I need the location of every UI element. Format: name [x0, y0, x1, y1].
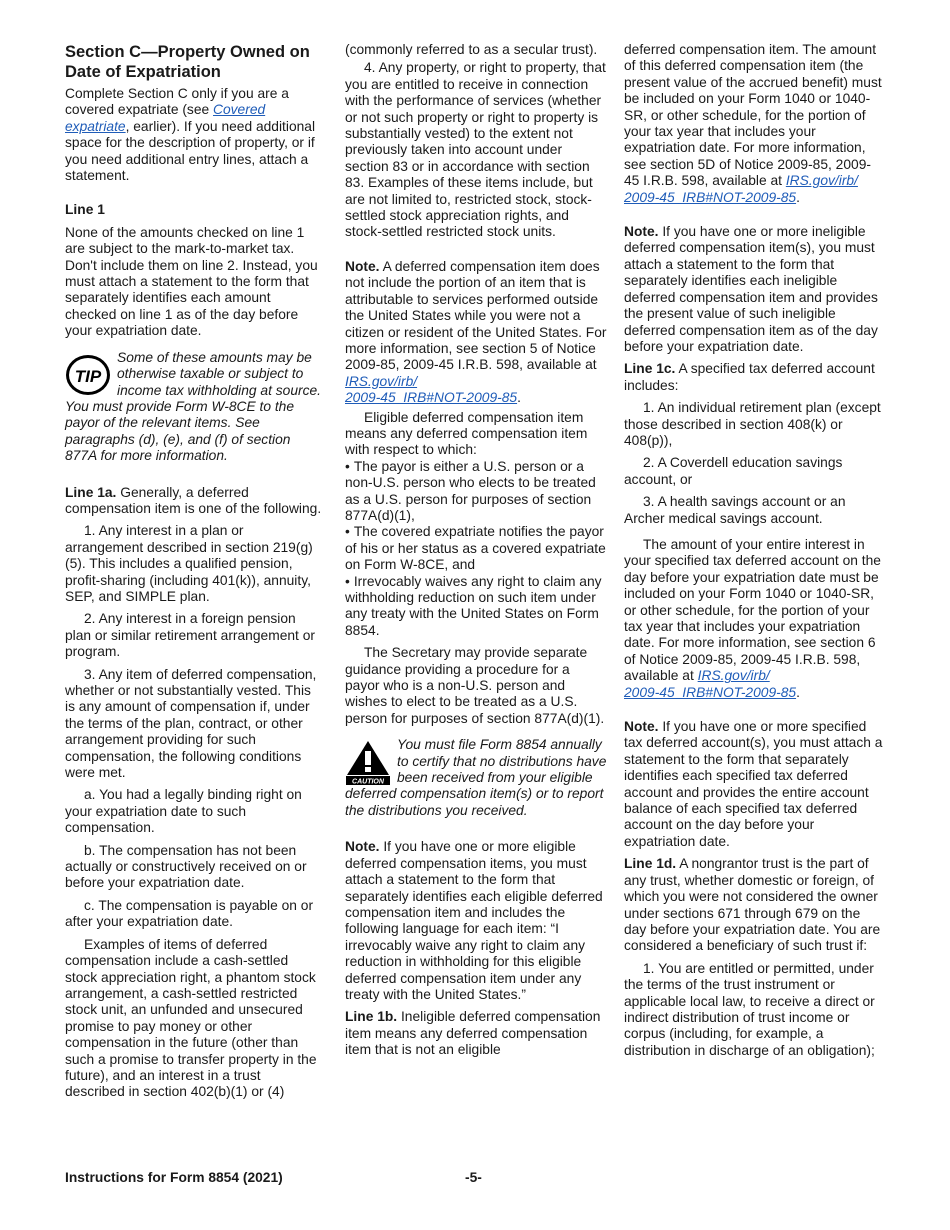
line1a-para: Line 1a. Generally, a deferred compensation item is one of the following. — [65, 484, 322, 516]
column-3 — [624, 42, 886, 1065]
bullet-1: • The payor is either a U.S. person or a non-U.S. person who elects to be treated as a U.S. person for purposes of section 877A(d)(1), — [345, 459, 607, 525]
irs-link-6[interactable]: 2009-45_IRB#NOT-2009-85 — [624, 684, 797, 700]
item-c: c. The compensation is payable on or after your expatriation date. — [65, 897, 314, 930]
note-4: Note. If you have one or more specified tax deferred account(s), you must attach a statement to the form that separately identifies each specified tax deferred account and provides the entire account balance of each specified tax deferred account on the day before your expatriation date. — [624, 719, 883, 849]
irs-link-1[interactable]: IRS.gov/irb/ — [345, 373, 418, 389]
item-2: 2. Any interest in a foreign pension plan or similar retirement arrangement or program. — [65, 611, 315, 660]
irs-link-4[interactable]: 2009-45_IRB#NOT-2009-85 — [624, 189, 797, 205]
bullet-3: • Irrevocably waives any right to claim any withholding reduction on such item under any treaty with the United States on Form 8854. — [345, 574, 607, 640]
item-1: 1. Any interest in a plan or arrangement described in section 219(g)(5). This includes a qualified pension, profit-sharing (including 401(k)), annuity, SEP, and SIMPLE plan. — [65, 523, 313, 604]
caution-callout — [345, 737, 607, 819]
item-3: 3. Any item of deferred compensation, whether or not substantially vested. This is any amount of compensation if, under the terms of the plan, contract, or other arrangement providing for such compensation, the following conditions were met. — [65, 666, 317, 781]
secretary-text: The Secretary may provide separate guidance providing a procedure for a payor who is a non-U.S. person and wishes to elect to be treated as a U.S. person for purposes of section 877A(d)(1). — [345, 645, 605, 726]
item-b: b. The compensation has not been actually or constructively received on or before your expatriation date. — [65, 842, 307, 891]
amount-text: The amount of your entire interest in your specified tax deferred account on the day before your expatriation date must be included on your Form 1040 or 1040-SR, or other schedule, for the portion of your tax year that includes your expatriation date. For more information, see section 6 of Notice 2009-85, 2009-45 I.R.B. 598, available at IRS.gov/irb/ 2009-45_IRB#NOT-2009-85. — [624, 536, 881, 700]
col3-continuation: deferred compensation item. The amount of this deferred compensation item (the present value of the accrued benefit) must be included on your Form 1040 or 1040-SR, or other schedule, for the portion of your tax year that includes your expatriation date. For more information, see section 5D of Notice 2009-85, 2009-45 I.R.B. 598, available at IRS.gov/irb/ 2009-45_IRB#NOT-2009-85. — [624, 42, 882, 205]
c-item-2: 2. A Coverdell education savings account, or — [624, 455, 843, 487]
section-title: Section C—Property Owned on Date of Expatriation — [65, 43, 310, 81]
line1d-para: Line 1d. A nongrantor trust is the part of any trust, whether domestic or foreign, of which you were not considered the owner under sections 671 through 679 on the day before your expatriation date. You are considered a beneficiary of such trust if: — [624, 856, 881, 954]
caution-text: You must file Form 8854 annually to certify that no distributions have been received from your eligible deferred compensation item(s) or to report the distributions you received. — [345, 737, 607, 818]
item-4: 4. Any property, or right to property, that you are entitled to receive in connection with the performance of services (whether or not such property or right to property is substantially vested) to the extent not previously taken into account under section 83 or in accordance with section 83. Examples of these items include, but are not limited to, restricted stock, stock-settled stock appreciation rights, and stock-settled restricted stock units. — [345, 60, 606, 240]
page-number: -5- — [465, 1170, 482, 1185]
line1-heading: Line 1 — [65, 202, 105, 218]
tip-callout — [65, 350, 323, 465]
eligible-intro: Eligible deferred compensation item means any deferred compensation item with respect to which: — [345, 409, 588, 458]
item-a: a. You had a legally binding right on your expatriation date to such compensation. — [65, 787, 302, 836]
note-3: Note. If you have one or more ineligible deferred compensation item(s), you must attach a statement to the form that separately identifies each ineligible deferred compensation item and provides the present value of such ineligible deferred compensation item as of the day before your expatriation date. — [624, 224, 878, 354]
column-2 — [345, 42, 607, 1065]
line1b-para: Line 1b. Ineligible deferred compensation item means any deferred compensation item that is not an eligible — [345, 1009, 601, 1058]
c-item-1: 1. An individual retirement plan (except those described in section 408(k) or 408(p)), — [624, 400, 881, 448]
bullet-2: • The covered expatriate notifies the payor of his or her status as a covered expatriate on Form W-8CE, and — [345, 524, 607, 573]
svg-text:TIP: TIP — [74, 366, 102, 386]
note-1: Note. A deferred compensation item does not include the portion of an item that is attributable to services performed outside the United States while you were not a citizen or resident of the United States. For more information, see section 5 of Notice 2009-85, 2009-45 I.R.B. 598, available at IRS.gov/irb/ 2009-45_IRB#NOT-2009-85. — [345, 258, 607, 406]
irs-link-5[interactable]: IRS.gov/irb/ — [697, 668, 770, 684]
examples-text: Examples of items of deferred compensation include a cash-settled stock appreciation right, a phantom stock arrangement, a cash-settled restricted stock unit, an unfunded and unsecured promise to pay money or other compensation in the future (other than such a promise to transfer property in the future), and an interest in a trust described in section 402(b)(1) or (4) — [65, 936, 317, 1100]
c-item-3: 3. A health savings account or an Archer medical savings account. — [624, 494, 846, 526]
svg-text:CAUTION: CAUTION — [352, 778, 384, 786]
line1c-para: Line 1c. A specified tax deferred account includes: — [624, 361, 875, 393]
tip-icon — [65, 352, 111, 398]
column-1 — [65, 42, 323, 1107]
note-2: Note. If you have one or more eligible deferred compensation items, you must attach a statement to the form that separately identifies each eligible deferred compensation item and includes the following language for each item: “I irrevocably waive any right to claim any reduction in withholding for this eligible deferred compensation item under any treaty with the United States.” — [345, 839, 603, 1002]
section-intro: Complete Section C only if you are a covered expatriate (see Covered expatriate, earlier). If you need additional space for the description of property, or if you need additional entry lines, attach a statement. — [65, 86, 316, 184]
line1-text: None of the amounts checked on line 1 are subject to the mark-to-market tax. Don't include them on line 2. Instead, you must attach a statement to the form that separately identifies each amount checked on line 1 as of the day before your expatriation date. — [65, 224, 318, 339]
irs-link-3[interactable]: IRS.gov/irb/ — [785, 173, 858, 189]
caution-icon — [345, 739, 391, 785]
irs-link-2[interactable]: 2009-45_IRB#NOT-2009-85 — [345, 390, 518, 406]
covered-expatriate-link[interactable]: Covered expatriate — [65, 102, 266, 134]
d-item-1: 1. You are entitled or permitted, under the terms of the trust instrument or applicable local law, to receive a direct or indirect distribution of trust income or corpus (including, for example, a distribution in discharge of an obligation); — [624, 960, 875, 1058]
continuation-text: (commonly referred to as a secular trust). — [345, 42, 598, 57]
tip-text: Some of these amounts may be otherwise taxable or subject to income tax withholding at source. You must provide Form W-8CE to the payor of the relevant items. See paragraphs (d), (e), and (f) of section 877A for more information. — [65, 349, 321, 464]
footer-form-title: Instructions for Form 8854 (2021) — [65, 1170, 283, 1185]
